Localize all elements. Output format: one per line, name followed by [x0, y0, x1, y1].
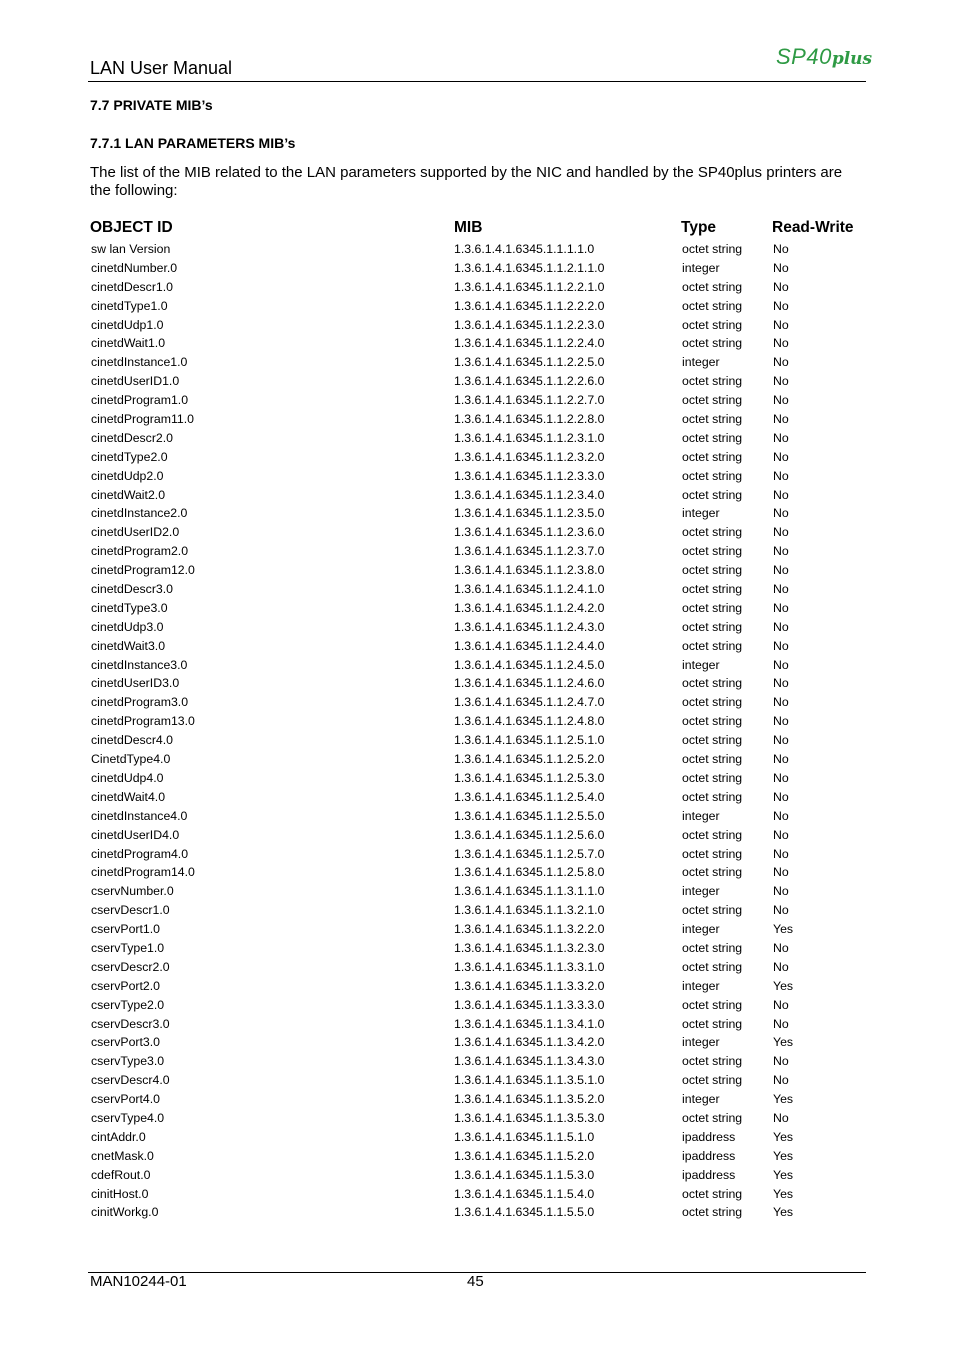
table-row [90, 1147, 870, 1166]
read-write-cell: No [773, 582, 789, 597]
read-write-cell: No [773, 355, 789, 370]
object-id-cell: cinetdDescr2.0 [91, 430, 174, 445]
type-cell: octet string [682, 279, 743, 294]
read-write-cell: Yes [773, 1129, 794, 1144]
mib-cell: 1.3.6.1.4.1.6345.1.1.2.1.1.0 [454, 260, 605, 275]
object-id-cell: cinetdNumber.0 [91, 260, 178, 275]
mib-cell: 1.3.6.1.4.1.6345.1.1.2.3.4.0 [454, 487, 605, 502]
table-row [90, 429, 870, 448]
object-id-cell: cinetdInstance4.0 [91, 808, 188, 823]
type-cell: integer [682, 657, 720, 672]
mib-cell: 1.3.6.1.4.1.6345.1.1.2.2.2.0 [454, 298, 605, 313]
mib-cell: 1.3.6.1.4.1.6345.1.1.5.5.0 [454, 1205, 595, 1220]
object-id-cell: cinetdDescr4.0 [91, 733, 174, 748]
read-write-cell: No [773, 733, 789, 748]
mib-cell: 1.3.6.1.4.1.6345.1.1.2.3.6.0 [454, 525, 605, 540]
type-cell: octet string [682, 487, 743, 502]
type-cell: octet string [682, 695, 743, 710]
table-row [90, 769, 870, 788]
mib-cell: 1.3.6.1.4.1.6345.1.1.2.5.3.0 [454, 770, 605, 785]
read-write-cell: No [773, 317, 789, 332]
type-cell: integer [682, 1092, 720, 1107]
mib-cell: 1.3.6.1.4.1.6345.1.1.2.5.6.0 [454, 827, 605, 842]
table-row [90, 656, 870, 675]
table-row [90, 807, 870, 826]
read-write-cell: No [773, 770, 789, 785]
object-id-cell: cinetdWait1.0 [91, 336, 166, 351]
manual-title: LAN User Manual [90, 58, 233, 78]
table-body [90, 240, 870, 1222]
read-write-cell: No [773, 412, 789, 427]
mib-cell: 1.3.6.1.4.1.6345.1.1.2.2.4.0 [454, 336, 605, 351]
type-cell: octet string [682, 846, 743, 861]
table-row [90, 1033, 870, 1052]
table-row [90, 334, 870, 353]
type-cell: octet string [682, 449, 743, 464]
mib-cell: 1.3.6.1.4.1.6345.1.1.5.3.0 [454, 1167, 595, 1182]
object-id-cell: cinetdType2.0 [91, 449, 168, 464]
read-write-cell: No [773, 1073, 789, 1088]
table-row [90, 504, 870, 523]
type-cell: octet string [682, 1016, 743, 1031]
type-cell: octet string [682, 1186, 743, 1201]
document-code: MAN10244-01 [90, 1273, 187, 1290]
mib-cell: 1.3.6.1.4.1.6345.1.1.2.2.3.0 [454, 317, 605, 332]
type-cell: ipaddress [682, 1167, 736, 1182]
object-id-cell: cservType3.0 [91, 1054, 165, 1069]
table-row [90, 882, 870, 901]
type-cell: octet string [682, 317, 743, 332]
object-id-cell: cservDescr1.0 [91, 903, 170, 918]
mib-cell: 1.3.6.1.4.1.6345.1.1.2.4.3.0 [454, 619, 605, 634]
mib-cell: 1.3.6.1.4.1.6345.1.1.2.3.3.0 [454, 468, 605, 483]
type-cell: octet string [682, 959, 743, 974]
table-row [90, 372, 870, 391]
mib-cell: 1.3.6.1.4.1.6345.1.1.5.4.0 [454, 1186, 595, 1201]
object-id-cell: cinetdInstance2.0 [91, 506, 188, 521]
type-cell: octet string [682, 1110, 743, 1125]
object-id-cell: cinetdUserID2.0 [91, 525, 180, 540]
table-row [90, 920, 870, 939]
read-write-cell: No [773, 298, 789, 313]
table-row [90, 486, 870, 505]
type-cell: octet string [682, 412, 743, 427]
type-cell: octet string [682, 298, 743, 313]
mib-cell: 1.3.6.1.4.1.6345.1.1.3.2.1.0 [454, 903, 605, 918]
mib-cell: 1.3.6.1.4.1.6345.1.1.2.3.2.0 [454, 449, 605, 464]
mib-cell: 1.3.6.1.4.1.6345.1.1.2.3.7.0 [454, 544, 605, 559]
mib-cell: 1.3.6.1.4.1.6345.1.1.2.2.8.0 [454, 412, 605, 427]
read-write-cell: No [773, 430, 789, 445]
type-cell: octet string [682, 827, 743, 842]
type-cell: integer [682, 978, 720, 993]
table-row [90, 1203, 870, 1222]
table-row [90, 240, 870, 259]
object-id-cell: cintAddr.0 [91, 1129, 146, 1144]
table-row [90, 618, 870, 637]
object-id-cell: cservPort1.0 [91, 922, 161, 937]
object-id-cell: cinetdProgram1.0 [91, 393, 189, 408]
object-id-cell: cinetdUserID1.0 [91, 374, 180, 389]
object-id-cell: cservType1.0 [91, 940, 165, 955]
mib-cell: 1.3.6.1.4.1.6345.1.1.2.4.8.0 [454, 714, 605, 729]
object-id-cell: cservPort3.0 [91, 1035, 161, 1050]
read-write-cell: No [773, 563, 789, 578]
object-id-cell: cinetdDescr1.0 [91, 279, 174, 294]
column-header-mib: MIB [454, 219, 483, 236]
type-cell: octet string [682, 525, 743, 540]
object-id-cell: cinetdInstance1.0 [91, 355, 188, 370]
mib-cell: 1.3.6.1.4.1.6345.1.1.2.5.1.0 [454, 733, 605, 748]
type-cell: octet string [682, 619, 743, 634]
read-write-cell: No [773, 279, 789, 294]
object-id-cell: cinetdProgram13.0 [91, 714, 195, 729]
mib-cell: 1.3.6.1.4.1.6345.1.1.2.2.7.0 [454, 393, 605, 408]
table-row [90, 259, 870, 278]
object-id-cell: cdefRout.0 [91, 1167, 151, 1182]
table-row [90, 410, 870, 429]
object-id-cell: cinetdType1.0 [91, 298, 168, 313]
table-row [90, 391, 870, 410]
mib-cell: 1.3.6.1.4.1.6345.1.1.2.2.5.0 [454, 355, 605, 370]
read-write-cell: No [773, 846, 789, 861]
mib-cell: 1.3.6.1.4.1.6345.1.1.2.5.5.0 [454, 808, 605, 823]
object-id-cell: cinetdProgram12.0 [91, 563, 195, 578]
table-row [90, 845, 870, 864]
mib-cell: 1.3.6.1.4.1.6345.1.1.3.5.1.0 [454, 1073, 605, 1088]
read-write-cell: No [773, 468, 789, 483]
table-row [90, 637, 870, 656]
mib-cell: 1.3.6.1.4.1.6345.1.1.2.3.8.0 [454, 563, 605, 578]
mib-cell: 1.3.6.1.4.1.6345.1.1.3.2.3.0 [454, 940, 605, 955]
read-write-cell: No [773, 865, 789, 880]
read-write-cell: Yes [773, 978, 794, 993]
mib-cell: 1.3.6.1.4.1.6345.1.1.2.4.5.0 [454, 657, 605, 672]
intro-paragraph: The list of the MIB related to the LAN parameters supported by the NIC and handled by the SP40plus printers are the following: [90, 164, 843, 199]
read-write-cell: Yes [773, 1148, 794, 1163]
read-write-cell: No [773, 393, 789, 408]
object-id-cell: cnetMask.0 [91, 1148, 154, 1163]
table-row [90, 977, 870, 996]
type-cell: octet string [682, 242, 743, 256]
object-id-cell: cservPort4.0 [91, 1092, 161, 1107]
mib-cell: 1.3.6.1.4.1.6345.1.1.3.2.2.0 [454, 922, 605, 937]
object-id-cell: cinetdProgram2.0 [91, 544, 189, 559]
mib-cell: 1.3.6.1.4.1.6345.1.1.2.3.1.0 [454, 430, 605, 445]
object-id-cell: cinetdDescr3.0 [91, 582, 174, 597]
table-row [90, 674, 870, 693]
table-row [90, 297, 870, 316]
mib-cell: 1.3.6.1.4.1.6345.1.1.2.5.2.0 [454, 752, 605, 767]
read-write-cell: No [773, 374, 789, 389]
mib-cell: 1.3.6.1.4.1.6345.1.1.3.4.3.0 [454, 1054, 605, 1069]
type-cell: integer [682, 506, 720, 521]
type-cell: octet string [682, 393, 743, 408]
table-row [90, 939, 870, 958]
column-header-read-write: Read-Write [772, 219, 854, 236]
table-row [90, 1015, 870, 1034]
table-row [90, 353, 870, 372]
type-cell: octet string [682, 770, 743, 785]
logo-main-text: SP40 [776, 44, 832, 69]
mib-cell: 1.3.6.1.4.1.6345.1.1.3.5.3.0 [454, 1110, 605, 1125]
mib-cell: 1.3.6.1.4.1.6345.1.1.2.4.7.0 [454, 695, 605, 710]
mib-cell: 1.3.6.1.4.1.6345.1.1.3.3.2.0 [454, 978, 605, 993]
read-write-cell: No [773, 242, 789, 256]
table-row [90, 712, 870, 731]
read-write-cell: Yes [773, 1205, 794, 1220]
type-cell: octet string [682, 997, 743, 1012]
type-cell: octet string [682, 1054, 743, 1069]
type-cell: integer [682, 884, 720, 899]
type-cell: octet string [682, 600, 743, 615]
object-id-cell: cinetdInstance3.0 [91, 657, 188, 672]
read-write-cell: Yes [773, 1035, 794, 1050]
mib-cell: 1.3.6.1.4.1.6345.1.1.2.3.5.0 [454, 506, 605, 521]
read-write-cell: No [773, 827, 789, 842]
column-header-type: Type [681, 219, 717, 236]
page-number: 45 [467, 1273, 484, 1290]
type-cell: octet string [682, 374, 743, 389]
subsection-heading: 7.7.1 LAN PARAMETERS MIB’s [90, 135, 296, 151]
object-id-cell: cinetdWait3.0 [91, 638, 166, 653]
table-row [90, 863, 870, 882]
table-row [90, 1128, 870, 1147]
table-row [90, 1090, 870, 1109]
read-write-cell: No [773, 903, 789, 918]
type-cell: octet string [682, 468, 743, 483]
object-id-cell: cinitHost.0 [91, 1186, 149, 1201]
read-write-cell: No [773, 1110, 789, 1125]
object-id-cell: cinetdUserID3.0 [91, 676, 180, 691]
type-cell: octet string [682, 940, 743, 955]
read-write-cell: No [773, 638, 789, 653]
table-row [90, 316, 870, 335]
type-cell: octet string [682, 544, 743, 559]
type-cell: octet string [682, 752, 743, 767]
type-cell: octet string [682, 1205, 743, 1220]
object-id-cell: cservDescr3.0 [91, 1016, 170, 1031]
object-id-cell: cinetdProgram3.0 [91, 695, 189, 710]
table-row [90, 788, 870, 807]
read-write-cell: No [773, 487, 789, 502]
object-id-cell: cinetdWait4.0 [91, 789, 166, 804]
object-id-cell: cinetdUserID4.0 [91, 827, 180, 842]
object-id-cell: cinetdUdp2.0 [91, 468, 164, 483]
read-write-cell: No [773, 676, 789, 691]
object-id-cell: cservDescr4.0 [91, 1073, 170, 1088]
table-row [90, 750, 870, 769]
type-cell: octet string [682, 733, 743, 748]
table-row [90, 448, 870, 467]
mib-table [90, 218, 870, 1222]
read-write-cell: No [773, 260, 789, 275]
type-cell: integer [682, 1035, 720, 1050]
read-write-cell: No [773, 695, 789, 710]
read-write-cell: No [773, 544, 789, 559]
table-row [90, 731, 870, 750]
mib-cell: 1.3.6.1.4.1.6345.1.1.2.5.8.0 [454, 865, 605, 880]
read-write-cell: No [773, 336, 789, 351]
type-cell: ipaddress [682, 1148, 736, 1163]
table-row [90, 561, 870, 580]
table-row [90, 278, 870, 297]
read-write-cell: No [773, 959, 789, 974]
read-write-cell: No [773, 808, 789, 823]
type-cell: integer [682, 260, 720, 275]
type-cell: octet string [682, 638, 743, 653]
type-cell: octet string [682, 676, 743, 691]
table-row [90, 523, 870, 542]
read-write-cell: No [773, 506, 789, 521]
type-cell: octet string [682, 1073, 743, 1088]
read-write-cell: No [773, 752, 789, 767]
object-id-cell: cinetdProgram11.0 [91, 412, 194, 427]
type-cell: octet string [682, 430, 743, 445]
object-id-cell: cinetdProgram14.0 [91, 865, 195, 880]
type-cell: octet string [682, 563, 743, 578]
object-id-cell: cservDescr2.0 [91, 959, 170, 974]
type-cell: octet string [682, 865, 743, 880]
mib-cell: 1.3.6.1.4.1.6345.1.1.2.2.1.0 [454, 279, 605, 294]
read-write-cell: No [773, 600, 789, 615]
table-row [90, 693, 870, 712]
section-heading: 7.7 PRIVATE MIB’s [90, 97, 213, 113]
read-write-cell: No [773, 525, 789, 540]
table-row [90, 542, 870, 561]
table-row [90, 1166, 870, 1185]
read-write-cell: No [773, 789, 789, 804]
type-cell: octet string [682, 582, 743, 597]
read-write-cell: Yes [773, 1186, 794, 1201]
object-id-cell: cinitWorkg.0 [91, 1205, 159, 1220]
table-row [90, 599, 870, 618]
mib-cell: 1.3.6.1.4.1.6345.1.1.2.5.7.0 [454, 846, 605, 861]
mib-cell: 1.3.6.1.4.1.6345.1.1.5.2.0 [454, 1148, 595, 1163]
read-write-cell: Yes [773, 922, 794, 937]
mib-cell: 1.3.6.1.4.1.6345.1.1.3.5.2.0 [454, 1092, 605, 1107]
sp40plus-logo [776, 44, 872, 76]
read-write-cell: Yes [773, 1092, 794, 1107]
read-write-cell: No [773, 1054, 789, 1069]
type-cell: octet string [682, 714, 743, 729]
object-id-cell: cinetdType3.0 [91, 600, 168, 615]
mib-cell: 1.3.6.1.4.1.6345.1.1.2.4.4.0 [454, 638, 605, 653]
table-row [90, 1071, 870, 1090]
logo-suffix-text: plus [831, 49, 873, 69]
read-write-cell: No [773, 884, 789, 899]
table-row [90, 467, 870, 486]
object-id-cell: cinetdWait2.0 [91, 487, 166, 502]
object-id-cell: cinetdUdp4.0 [91, 770, 164, 785]
table-row [90, 958, 870, 977]
type-cell: integer [682, 922, 720, 937]
read-write-cell: No [773, 619, 789, 634]
object-id-cell: CinetdType4.0 [91, 752, 171, 767]
object-id-cell: cinetdUdp1.0 [91, 317, 164, 332]
object-id-cell: cservNumber.0 [91, 884, 174, 899]
mib-cell: 1.3.6.1.4.1.6345.1.1.3.3.3.0 [454, 997, 605, 1012]
object-id-cell: cinetdUdp3.0 [91, 619, 164, 634]
table-row [90, 1185, 870, 1204]
type-cell: octet string [682, 336, 743, 351]
mib-cell: 1.3.6.1.4.1.6345.1.1.5.1.0 [454, 1129, 595, 1144]
mib-cell: 1.3.6.1.4.1.6345.1.1.3.4.2.0 [454, 1035, 605, 1050]
read-write-cell: No [773, 1016, 789, 1031]
type-cell: integer [682, 808, 720, 823]
table-header [90, 218, 870, 240]
object-id-cell: cinetdProgram4.0 [91, 846, 189, 861]
read-write-cell: Yes [773, 1167, 794, 1182]
table-row [90, 1109, 870, 1128]
type-cell: octet string [682, 903, 743, 918]
mib-cell: 1.3.6.1.4.1.6345.1.1.3.3.1.0 [454, 959, 605, 974]
column-header-object-id: OBJECT ID [90, 219, 173, 236]
table-row [90, 580, 870, 599]
read-write-cell: No [773, 449, 789, 464]
object-id-cell: cservType4.0 [91, 1110, 165, 1125]
mib-cell: 1.3.6.1.4.1.6345.1.1.1.1.0 [454, 242, 595, 256]
type-cell: integer [682, 355, 720, 370]
type-cell: ipaddress [682, 1129, 736, 1144]
type-cell: octet string [682, 789, 743, 804]
table-row [90, 996, 870, 1015]
mib-cell: 1.3.6.1.4.1.6345.1.1.3.4.1.0 [454, 1016, 605, 1031]
mib-cell: 1.3.6.1.4.1.6345.1.1.2.4.6.0 [454, 676, 605, 691]
mib-cell: 1.3.6.1.4.1.6345.1.1.2.4.2.0 [454, 600, 605, 615]
header-divider [88, 81, 866, 82]
object-id-cell: cservPort2.0 [91, 978, 161, 993]
object-id-cell: sw lan Version [91, 242, 171, 256]
mib-cell: 1.3.6.1.4.1.6345.1.1.2.5.4.0 [454, 789, 605, 804]
object-id-cell: cservType2.0 [91, 997, 165, 1012]
read-write-cell: No [773, 714, 789, 729]
mib-cell: 1.3.6.1.4.1.6345.1.1.3.1.1.0 [454, 884, 605, 899]
read-write-cell: No [773, 940, 789, 955]
table-row [90, 826, 870, 845]
read-write-cell: No [773, 657, 789, 672]
mib-cell: 1.3.6.1.4.1.6345.1.1.2.4.1.0 [454, 582, 605, 597]
table-row [90, 901, 870, 920]
table-row [90, 1052, 870, 1071]
read-write-cell: No [773, 997, 789, 1012]
mib-cell: 1.3.6.1.4.1.6345.1.1.2.2.6.0 [454, 374, 605, 389]
